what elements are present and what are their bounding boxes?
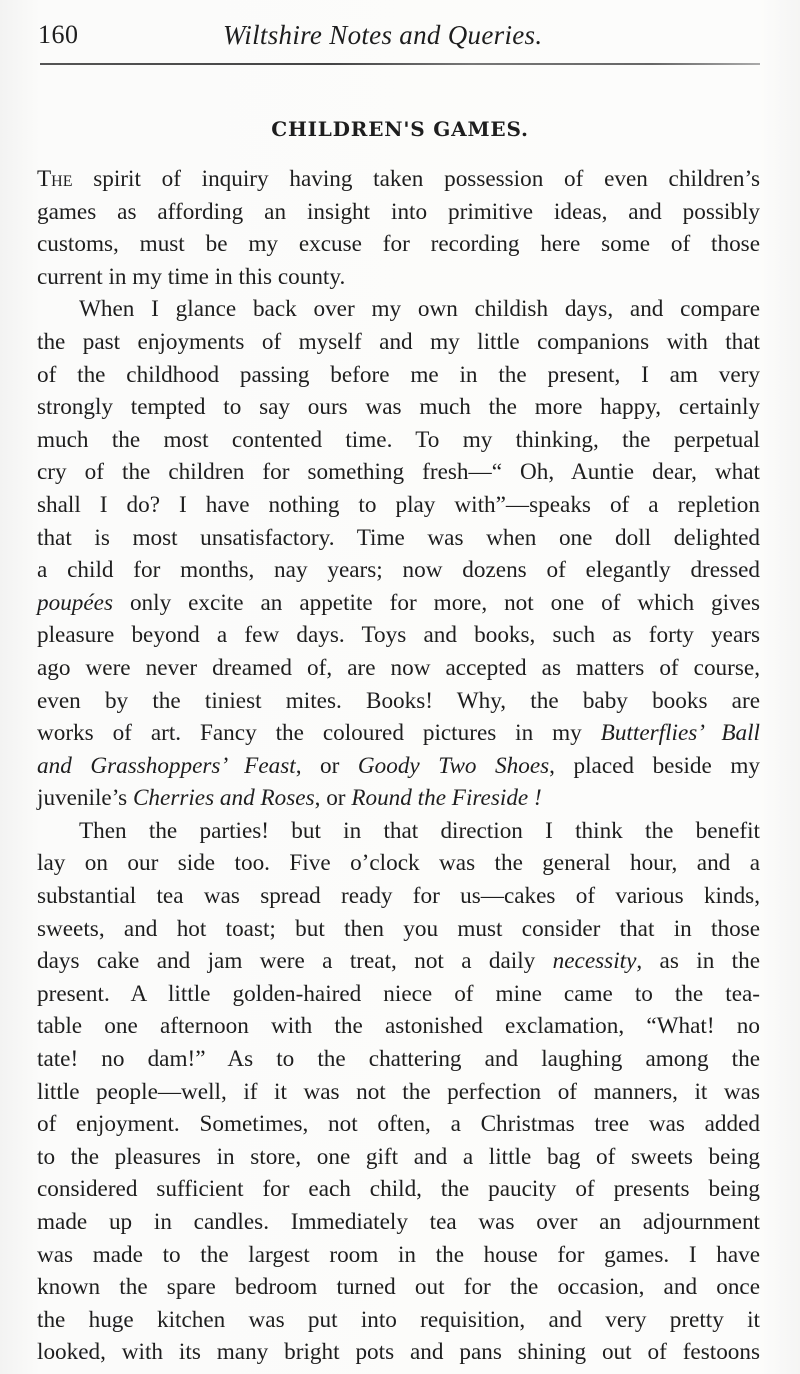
text-line <box>37 522 760 555</box>
page-number: 160 <box>38 20 79 49</box>
text-line <box>37 847 760 880</box>
text-line <box>37 685 760 718</box>
text-line <box>37 554 760 587</box>
text-line <box>37 1304 760 1337</box>
text-line <box>37 456 760 489</box>
text-line <box>37 1206 760 1239</box>
text-line <box>37 261 760 294</box>
text-line <box>37 913 760 946</box>
text-segment: even by the tiniest mites. Books! Why, the baby books are <box>37 687 760 714</box>
header-rule <box>40 63 760 65</box>
text-segment: considered sufficient for each child, the paucity of presents being <box>37 1176 760 1203</box>
text-segment: sweets, and hot toast; but then you must consider that in those <box>37 915 760 942</box>
text-line <box>37 978 760 1011</box>
text-line <box>37 1141 760 1174</box>
text-line <box>37 945 760 978</box>
text-segment: shall I do? I have nothing to play with”—speaks of a repletion <box>37 491 760 518</box>
text-segment: looked, with its many bright pots and pans shining out of festoons <box>37 1339 760 1366</box>
italic-text: Cherries and Roses <box>132 785 315 812</box>
text-line <box>37 717 760 750</box>
text-segment: When I glance back over my own childish days, and compare <box>79 296 760 323</box>
text-segment: pleasure beyond a few days. Toys and books, such as forty years <box>37 622 760 649</box>
text-line <box>37 880 760 913</box>
italic-text: necessity <box>552 948 637 975</box>
text-line <box>37 587 760 620</box>
italic-text: and Grasshoppers’ Feast <box>37 752 296 779</box>
text-segment: The <box>37 166 73 192</box>
text-segment: present. A little golden-haired niece of mine came to the tea- <box>37 980 760 1007</box>
text-segment: works of art. Fancy the coloured pictures in my <box>37 720 601 747</box>
text-segment: , as in the <box>636 948 760 975</box>
text-segment: only excite an appetite for more, not one of which gives <box>112 589 760 616</box>
text-segment: customs, must be my excuse for recording here some of those <box>37 231 760 258</box>
text-line <box>37 1010 760 1043</box>
text-line <box>37 326 760 359</box>
text-segment: days cake and jam were a treat, not a daily <box>37 948 553 975</box>
italic-text: Round the Fireside ! <box>351 785 542 812</box>
text-line <box>37 1108 760 1141</box>
text-segment: , or <box>295 752 358 779</box>
text-segment: to the pleasures in store, one gift and a little bag of sweets being <box>37 1143 760 1170</box>
text-line <box>37 1076 760 1109</box>
text-segment: , placed beside my <box>549 752 760 779</box>
text-segment: games as affording an insight into primitive ideas, and possibly <box>37 198 760 225</box>
text-segment: cry of the children for something fresh—“ Oh, Auntie dear, what <box>37 459 760 486</box>
text-segment: of the childhood passing before me in the present, I am very <box>37 361 760 388</box>
text-segment: substantial tea was spread ready for us—cakes of various kinds, <box>37 883 760 910</box>
italic-text: poupées <box>37 589 113 616</box>
text-segment: a child for months, nay years; now dozens of elegantly dressed <box>37 557 760 584</box>
text-segment: lay on our side too. Five o’clock was the general hour, and a <box>37 850 760 877</box>
text-segment: the past enjoyments of myself and my little companions with that <box>37 328 760 355</box>
text-line <box>37 1336 760 1369</box>
running-title: Wiltshire Notes and Queries. <box>223 20 543 50</box>
text-segment: much the most contented time. To my thinking, the perpetual <box>37 426 760 453</box>
article-title: CHILDREN'S GAMES. <box>271 117 529 141</box>
text-segment: of enjoyment. Sometimes, not often, a Christmas tree was added <box>37 1111 760 1138</box>
text-segment: known the spare bedroom turned out for the occasion, and once <box>37 1274 760 1301</box>
text-line <box>37 652 760 685</box>
text-line <box>37 359 760 392</box>
text-segment: ago were never dreamed of, are now accepted as matters of course, <box>37 654 760 681</box>
text-line <box>37 1043 760 1076</box>
text-line <box>37 196 760 229</box>
text-segment: that is most unsatisfactory. Time was when one doll delighted <box>37 524 760 551</box>
italic-text: Butterflies’ Ball <box>600 720 760 747</box>
text-line <box>37 1239 760 1272</box>
text-segment: strongly tempted to say ours was much the more happy, certainly <box>37 394 760 421</box>
text-segment: tate! no dam!” As to the chattering and laughing among the <box>37 1046 760 1073</box>
text-segment: table one afternoon with the astonished exclamation, “What! no <box>37 1013 760 1040</box>
text-segment: spirit of inquiry having taken possession of even children’s <box>72 166 760 192</box>
text-segment: the huge kitchen was put into requisition, and very pretty it <box>37 1306 760 1333</box>
text-segment: current in my time in this county. <box>37 263 346 290</box>
text-line <box>37 163 760 196</box>
text-line <box>37 815 760 848</box>
text-line <box>37 489 760 522</box>
text-line <box>37 391 760 424</box>
text-line <box>37 750 760 783</box>
text-segment: was made to the largest room in the house for games. I have <box>37 1241 760 1268</box>
text-line <box>37 424 760 457</box>
text-line <box>37 293 760 326</box>
text-line <box>37 782 760 815</box>
page-header <box>38 16 760 56</box>
text-segment: , or <box>314 785 352 812</box>
text-segment: little people—well, if it was not the perfection of manners, it was <box>37 1078 760 1105</box>
article-body <box>37 163 760 1369</box>
text-segment: made up in candles. Immediately tea was over an adjournment <box>37 1209 760 1235</box>
text-segment: Then the parties! but in that direction I think the benefit <box>79 817 760 844</box>
text-line <box>37 1173 760 1206</box>
text-line <box>37 1271 760 1304</box>
text-line <box>37 619 760 652</box>
text-line <box>37 228 760 261</box>
text-segment: juvenile’s <box>37 785 133 812</box>
italic-text: Goody Two Shoes <box>357 752 550 779</box>
